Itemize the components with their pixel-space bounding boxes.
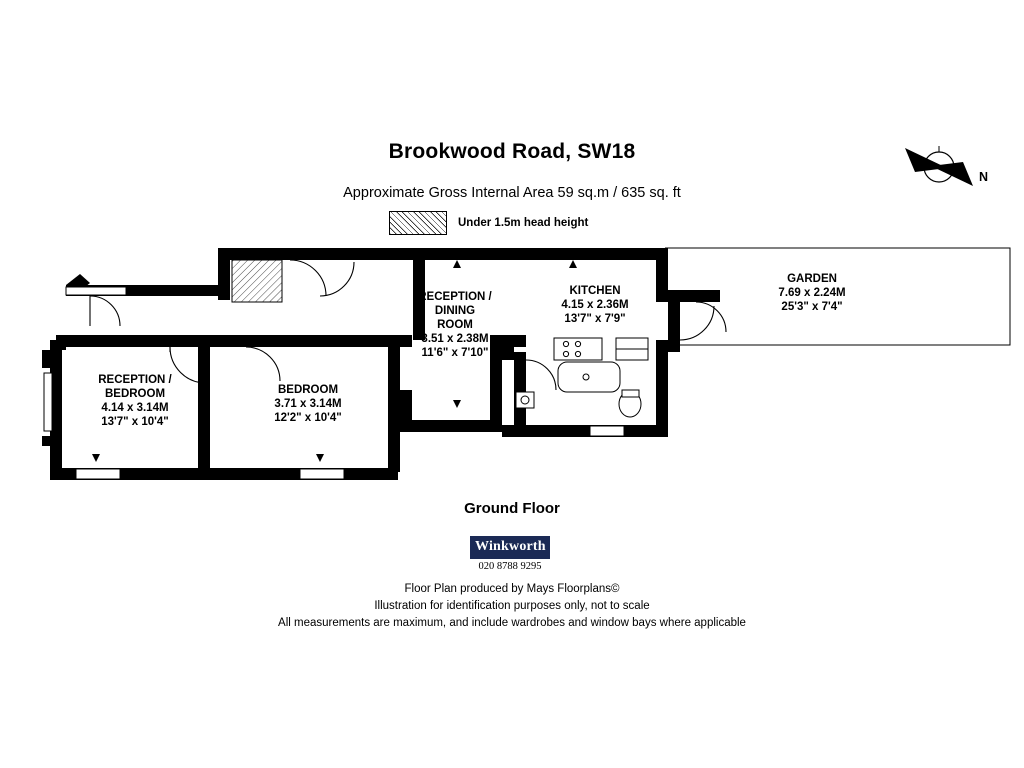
bathroom-fixtures xyxy=(516,362,641,417)
gross-internal-area-text: Approximate Gross Internal Area 59 sq.m / 635 sq. ft xyxy=(343,185,681,201)
room-dim-metric: 3.71 x 3.14M xyxy=(274,398,342,410)
floor-name: Ground Floor xyxy=(464,500,560,517)
room-name-line1: RECEPTION / xyxy=(418,291,492,303)
room-dim-metric: 4.15 x 2.36M xyxy=(561,299,629,311)
legend-label: Under 1.5m head height xyxy=(458,217,589,229)
room-name-line2: DINING xyxy=(434,305,476,317)
basin-icon xyxy=(516,392,534,408)
room-dim-metric: 7.69 x 2.24M xyxy=(778,287,846,299)
page-title: Brookwood Road, SW18 xyxy=(388,140,636,163)
legend-hatch-swatch xyxy=(389,211,447,235)
room-dim-imperial: 11'6" x 7'10" xyxy=(421,347,489,359)
room-label-kitchen xyxy=(530,284,660,326)
disclaimer-line-2: Illustration for identification purposes only, not to scale xyxy=(374,600,650,612)
room-name-line3: ROOM xyxy=(437,319,473,331)
kitchen-fixtures xyxy=(554,338,648,360)
room-dim-metric: 3.51 x 2.38M xyxy=(421,333,489,345)
building-walls xyxy=(42,248,720,480)
room-label-garden xyxy=(742,272,882,314)
low-headroom-hatch xyxy=(232,260,282,302)
legend xyxy=(389,211,588,235)
compass xyxy=(895,140,1000,200)
disclaimer-line-1: Floor Plan produced by Mays Floorplans© xyxy=(404,583,620,595)
room-name-line2: BEDROOM xyxy=(104,388,166,400)
room-name-line1: GARDEN xyxy=(787,273,837,285)
winkworth-logo: Winkworth xyxy=(470,536,550,559)
room-name-line1: BEDROOM xyxy=(277,384,339,396)
compass-north-label: N xyxy=(979,170,989,184)
disclaimer-line-3: All measurements are maximum, and include wardrobes and window bays where applicable xyxy=(278,617,746,629)
cistern-icon xyxy=(622,390,639,397)
room-label-reception-dining-room xyxy=(385,290,525,360)
brand-phone: 020 8788 9295 xyxy=(478,561,542,572)
room-dim-imperial: 13'7" x 7'9" xyxy=(564,313,626,325)
room-label-reception-bedroom xyxy=(55,373,215,429)
room-dim-imperial: 13'7" x 10'4" xyxy=(101,416,169,428)
room-name-line1: RECEPTION / xyxy=(98,374,172,386)
room-dim-imperial: 25'3" x 7'4" xyxy=(781,301,843,313)
room-name-line1: KITCHEN xyxy=(569,285,621,297)
room-dim-metric: 4.14 x 3.14M xyxy=(101,402,169,414)
brand-block xyxy=(470,536,550,572)
room-label-bedroom xyxy=(238,383,378,425)
disclaimer xyxy=(0,581,1024,632)
room-dim-imperial: 12'2" x 10'4" xyxy=(274,412,342,424)
